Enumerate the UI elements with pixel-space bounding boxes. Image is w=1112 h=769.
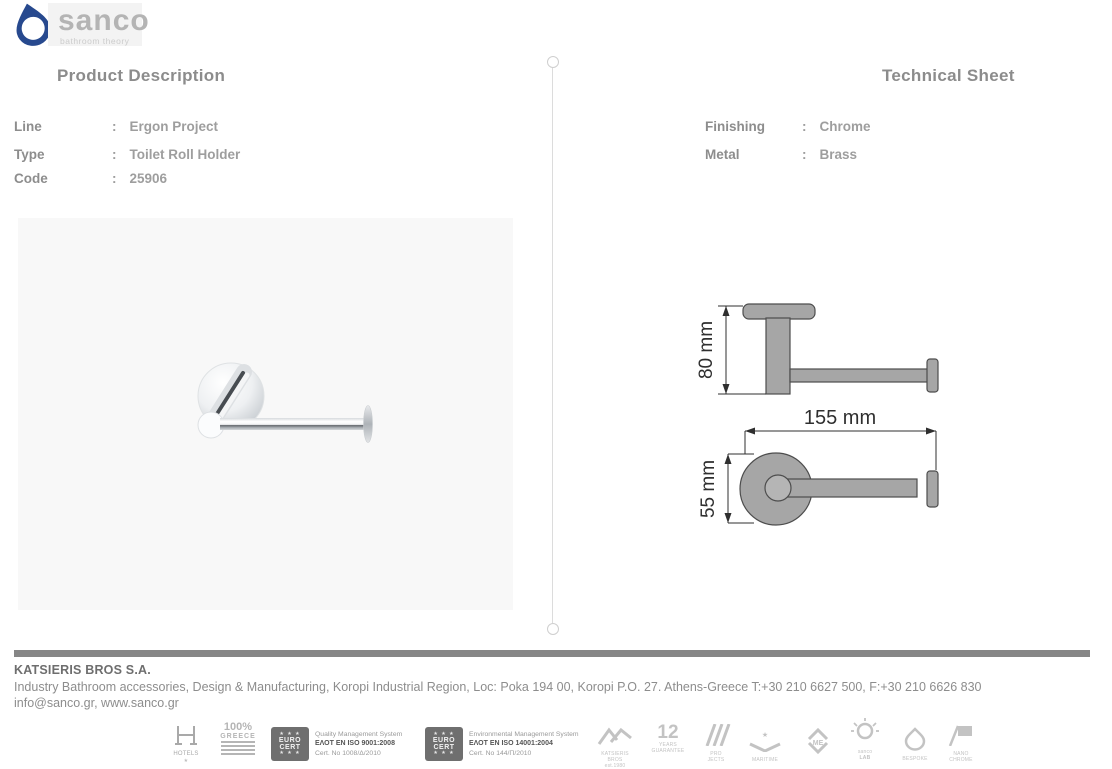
footer-separator: [14, 650, 1090, 657]
drawing-top-arm: [790, 369, 928, 382]
hotels-icon: [173, 724, 199, 746]
eurocert-icon: [271, 727, 309, 761]
footer-contacts: info@sanco.gr, www.sanco.gr: [14, 696, 179, 710]
cert-stars-top: ★ ★ ★: [433, 731, 455, 737]
logo-wordmark: sanco: [58, 4, 150, 37]
field-label: Code: [14, 171, 48, 186]
technical-drawing: [690, 280, 980, 560]
cert-line1: Quality Management System: [315, 731, 403, 739]
cert-cert-text: CERT: [433, 744, 455, 751]
cert-line3: Cert. No 144/Π/2010: [469, 749, 532, 757]
field-label: Line: [14, 119, 42, 134]
product-photo: [186, 358, 386, 458]
katsieris-bros-badge: [592, 726, 638, 769]
greek-flag-icon: [221, 740, 255, 756]
maritime-label: MARITIME: [751, 757, 779, 763]
nano-line2: CHROME: [949, 757, 973, 763]
hotels-badge: [164, 724, 208, 764]
drawing-top-end-cap: [927, 359, 938, 392]
divider-top-dot: [547, 56, 559, 68]
field-separator: :: [112, 119, 117, 134]
technical-sheet-heading: Technical Sheet: [882, 66, 1015, 85]
projects-badge: [697, 724, 735, 763]
field-separator: :: [802, 147, 807, 162]
cert-euro-text: EURO: [278, 737, 302, 744]
eurocert-icon: [425, 727, 463, 761]
dimension-155mm-label: 155 mm: [803, 407, 877, 429]
field-row-type: [14, 147, 240, 167]
dimension-55mm-label: 55 mm: [698, 459, 719, 519]
footer-address: Industry Bathroom accessories, Design & Manufacturing, Koropi Industrial Region, Loc: Poka 194 00, Koropi P.O. 27. Athens-Greece T:+30 210 6627 500, F:+30 210 6626 830: [14, 680, 982, 694]
dimension-80mm-label: 80 mm: [696, 320, 717, 380]
lightbulb-icon: [851, 718, 879, 744]
eurocert-quality-badge: [271, 727, 402, 761]
field-row-metal: [705, 147, 857, 167]
guarantee-label: GUARANTEE: [651, 748, 685, 754]
cert-line2: ΕΛΟΤ EN ISO 14001:2004: [469, 740, 553, 748]
lab-line1: sanco: [857, 749, 873, 755]
field-value: Toilet Roll Holder: [129, 147, 241, 162]
flag-icon: [948, 724, 974, 746]
logo-tagline: bathroom theory: [60, 36, 130, 46]
projects-line1: PRO: [710, 751, 722, 757]
cert-euro-text: EURO: [432, 737, 456, 744]
bespoke-ring-icon: [903, 727, 927, 751]
cert-stars-top: ★ ★ ★: [279, 731, 301, 737]
sanco-droplet-icon: [13, 2, 51, 47]
cert-stars-bottom: ★ ★ ★: [433, 750, 455, 756]
field-label: Type: [14, 147, 45, 162]
drawing-top-post: [766, 318, 790, 394]
mountains-icon: [597, 726, 633, 746]
slashes-icon: [701, 724, 731, 746]
drawing-front-end-cap: [927, 471, 938, 507]
eurocert-environment-badge: [425, 727, 579, 761]
katsieris-line3: est.1980: [604, 763, 626, 769]
product-photo-area: [18, 218, 513, 610]
field-separator: :: [802, 119, 807, 134]
field-label: Finishing: [705, 119, 765, 134]
drawing-front-hub: [765, 475, 791, 501]
field-separator: :: [112, 171, 117, 186]
maritime-star: ★: [761, 732, 769, 739]
field-value: Chrome: [819, 119, 871, 134]
drawing-top-wall-plate: [743, 304, 815, 319]
divider-bottom-dot: [547, 623, 559, 635]
lab-line2: LAB: [859, 755, 871, 761]
eurocert-quality-text: [315, 730, 402, 758]
nano-chrome-badge: [940, 724, 982, 763]
hotels-label: HOTELS: [173, 751, 199, 757]
greece-label: GREECE: [220, 733, 256, 740]
field-label: Metal: [705, 147, 740, 162]
drawing-front-arm: [778, 479, 917, 497]
greece-percent: 100%: [223, 721, 253, 733]
bespoke-badge: [895, 727, 935, 762]
footer-company: KATSIERIS BROS S.A.: [14, 663, 151, 677]
field-row-line: [14, 119, 218, 139]
me-badge: [799, 726, 837, 761]
cert-line3: Cert. No 1008/Δ/2010: [315, 749, 381, 757]
guarantee-badge: [648, 723, 688, 754]
field-separator: :: [112, 147, 117, 162]
field-row-code: [14, 171, 167, 191]
bespoke-label: BESPOKE: [902, 756, 928, 762]
field-row-finishing: [705, 119, 871, 139]
cert-line1: Environmental Management System: [469, 731, 579, 739]
sanco-lab-badge: [845, 718, 885, 761]
cert-cert-text: CERT: [279, 744, 301, 751]
maritime-badge: [742, 732, 788, 763]
column-divider: [552, 67, 553, 623]
katsieris-line2: BROS: [607, 757, 623, 763]
me-label: ME: [812, 740, 824, 747]
projects-line2: JECTS: [707, 757, 725, 763]
diamond-check-icon: [803, 726, 833, 756]
years-number: 12: [657, 722, 679, 743]
cert-line2: ΕΛΟΤ EN ISO 9001:2008: [315, 740, 395, 748]
field-value: Brass: [819, 147, 858, 162]
made-in-greece-badge: [216, 722, 260, 761]
field-value: 25906: [129, 171, 168, 186]
eurocert-environment-text: [469, 730, 579, 758]
field-value: Ergon Project: [129, 119, 219, 134]
cert-stars-bottom: ★ ★ ★: [279, 750, 301, 756]
product-description-heading: Product Description: [57, 66, 226, 85]
katsieris-line1: KATSIERIS: [601, 751, 629, 757]
waves-icon: [748, 742, 782, 752]
years-label: YEARS: [659, 742, 677, 748]
nano-line1: NANO: [953, 751, 969, 757]
hotels-star: ★: [183, 758, 189, 765]
